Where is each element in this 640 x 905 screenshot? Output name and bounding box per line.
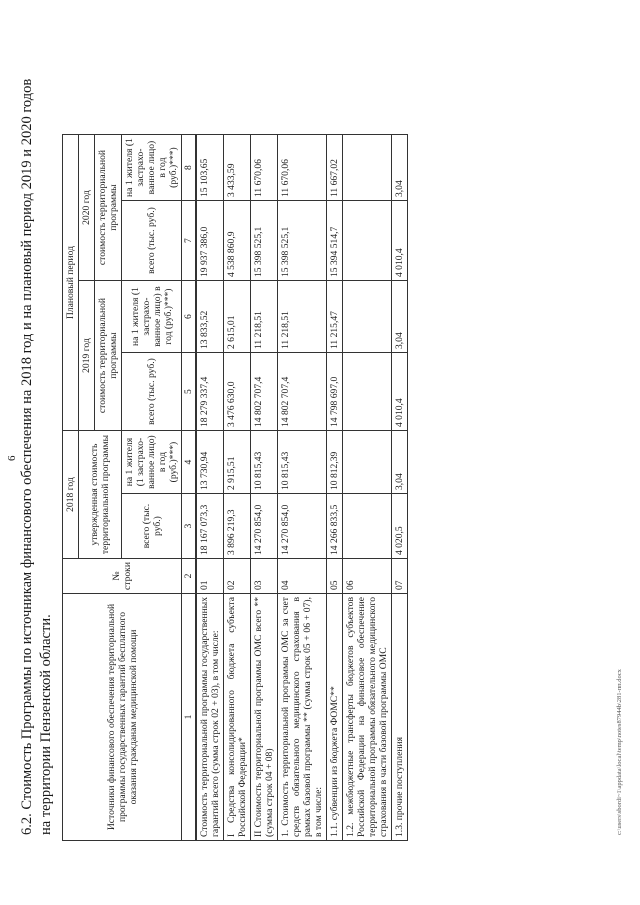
cell-2020-per-person: 15 103,65 bbox=[196, 135, 224, 201]
row-number: 01 bbox=[196, 559, 224, 594]
footer-file-path: c:\users\sbordi~1\appdata\local\temp\notes87944b\281-пп.docx bbox=[616, 669, 623, 835]
cell-2018-per-person bbox=[343, 431, 392, 494]
cell-2018-per-person: 10 815,43 bbox=[251, 431, 278, 494]
row-number: 07 bbox=[392, 559, 408, 594]
column-number: 5 bbox=[182, 353, 197, 431]
column-number: 2 bbox=[182, 559, 197, 594]
header-territorial-cost-2020: стоимость территориальной программы bbox=[95, 135, 122, 281]
cell-2019-per-person: 11 218,51 bbox=[251, 281, 278, 353]
cell-2018-per-person: 10 812,39 bbox=[327, 431, 343, 494]
cell-2019-per-person: 2 615,01 bbox=[224, 281, 251, 353]
header-total-2020: всего (тыс. руб.) bbox=[122, 201, 182, 281]
header-per-person-2020: на 1 жителя (1 застрахо-ванное лицо) в год (руб.)***) bbox=[122, 135, 182, 201]
cell-2020-per-person: 3,04 bbox=[392, 135, 408, 201]
row-label: II Стоимость территориальной программы ОМС всего ** (сумма строк 04 + 08) bbox=[251, 594, 278, 841]
table-row bbox=[196, 135, 224, 841]
row-label: Стоимость территориальной программы государственных гарантий всего (сумма строк 02 + 03), в том числе: bbox=[196, 594, 224, 841]
column-number: 8 bbox=[182, 135, 197, 201]
cell-2020-per-person: 11 670,06 bbox=[278, 135, 327, 201]
cell-2020-total: 15 398 525,1 bbox=[251, 201, 278, 281]
cell-2019-total: 14 802 707,4 bbox=[251, 353, 278, 431]
cell-2020-per-person: 11 667,02 bbox=[327, 135, 343, 201]
cell-2019-per-person: 11 215,47 bbox=[327, 281, 343, 353]
cell-2020-total: 19 937 386,0 bbox=[196, 201, 224, 281]
header-year-2018: 2018 год bbox=[63, 431, 79, 559]
cell-2020-total: 4 538 860,9 bbox=[224, 201, 251, 281]
cell-2019-total: 14 802 707,4 bbox=[278, 353, 327, 431]
cell-2019-total: 18 279 337,4 bbox=[196, 353, 224, 431]
header-territorial-cost-2019: стоимость территориальной программы bbox=[95, 281, 122, 431]
table-row bbox=[343, 135, 392, 841]
row-label: 1.3. прочие поступления bbox=[392, 594, 408, 841]
cell-2019-per-person: 3,04 bbox=[392, 281, 408, 353]
header-row-number: № строки bbox=[63, 559, 182, 594]
cell-2019-total: 3 476 630,0 bbox=[224, 353, 251, 431]
page-number: 6 bbox=[6, 455, 18, 461]
table-row bbox=[392, 135, 408, 841]
header-planned-period: Плановый период bbox=[63, 135, 79, 431]
header-per-person-2018: на 1 жителя (1 застрахо-ванное лицо) в год (руб.)***) bbox=[122, 431, 182, 494]
table-row bbox=[224, 135, 251, 841]
row-label: 1. Стоимость территориальной программы ОМС за счет средств обязательного медицинского страхования в рамках базовой программы ** (сумма строк 05 + 06 + 07), в том числе: bbox=[278, 594, 327, 841]
table-row bbox=[327, 135, 343, 841]
header-total-2019: всего (тыс. руб.) bbox=[122, 353, 182, 431]
financing-table bbox=[62, 134, 408, 841]
header-source: Источники финансового обеспечения территориальной программы государственных гарантий бесплатного оказания гражданам медицинской помощи bbox=[63, 594, 182, 841]
cell-2018-total: 14 270 854,0 bbox=[251, 494, 278, 559]
cell-2020-total: 4 010,4 bbox=[392, 201, 408, 281]
cell-2020-total: 15 398 525,1 bbox=[278, 201, 327, 281]
row-number: 02 bbox=[224, 559, 251, 594]
cell-2019-total bbox=[343, 353, 392, 431]
cell-2019-per-person bbox=[343, 281, 392, 353]
row-label: I Средства консолидированного бюджета субъекта Российской Федерации* bbox=[224, 594, 251, 841]
column-number: 7 bbox=[182, 201, 197, 281]
column-number: 4 bbox=[182, 431, 197, 494]
cell-2018-total: 4 020,5 bbox=[392, 494, 408, 559]
cell-2020-per-person: 11 670,06 bbox=[251, 135, 278, 201]
table-row bbox=[251, 135, 278, 841]
header-approved-cost: утвержденная стоимость территориальной программы bbox=[79, 431, 122, 559]
row-number: 06 bbox=[343, 559, 392, 594]
header-per-person-2019: на 1 жителя (1 застрахо-ванное лицо) в год (руб.)***) bbox=[122, 281, 182, 353]
cell-2019-per-person: 13 833,52 bbox=[196, 281, 224, 353]
cell-2018-per-person: 3,04 bbox=[392, 431, 408, 494]
column-number: 6 bbox=[182, 281, 197, 353]
cell-2020-per-person bbox=[343, 135, 392, 201]
cell-2019-per-person: 11 218,51 bbox=[278, 281, 327, 353]
cell-2018-total: 14 266 833,5 bbox=[327, 494, 343, 559]
cell-2018-total bbox=[343, 494, 392, 559]
cell-2020-total bbox=[343, 201, 392, 281]
column-number: 3 bbox=[182, 494, 197, 559]
row-number: 03 bbox=[251, 559, 278, 594]
section-heading: 6.2. Стоимость Программы по источникам финансового обеспечения на 2018 год и на плановый период 2019 и 2020 годов на территории Пензенской области. bbox=[19, 78, 54, 835]
row-label: 1.1. субвенции из бюджета ФОМС** bbox=[327, 594, 343, 841]
cell-2018-total: 3 896 219,3 bbox=[224, 494, 251, 559]
cell-2018-per-person: 13 730,94 bbox=[196, 431, 224, 494]
cell-2018-total: 18 167 073,3 bbox=[196, 494, 224, 559]
cell-2018-per-person: 10 815,43 bbox=[278, 431, 327, 494]
column-number: 1 bbox=[182, 594, 197, 841]
column-number-row bbox=[182, 135, 197, 841]
header-year-2020: 2020 год bbox=[79, 135, 95, 281]
cell-2019-total: 14 798 697,0 bbox=[327, 353, 343, 431]
header-year-2019: 2019 год bbox=[79, 281, 95, 431]
row-label: 1.2. межбюджетные трансферты бюджетов субъектов Российской Федерации на финансовое обеспечение территориальной программы обязательного медицинского страхования в части базовой программы ОМС bbox=[343, 594, 392, 841]
cell-2020-per-person: 3 433,59 bbox=[224, 135, 251, 201]
row-number: 04 bbox=[278, 559, 327, 594]
table-row bbox=[278, 135, 327, 841]
cell-2018-per-person: 2 915,51 bbox=[224, 431, 251, 494]
row-number: 05 bbox=[327, 559, 343, 594]
header-total-2018: всего (тыс. руб.) bbox=[122, 494, 182, 559]
cell-2020-total: 15 394 514,7 bbox=[327, 201, 343, 281]
cell-2018-total: 14 270 854,0 bbox=[278, 494, 327, 559]
cell-2019-total: 4 010,4 bbox=[392, 353, 408, 431]
